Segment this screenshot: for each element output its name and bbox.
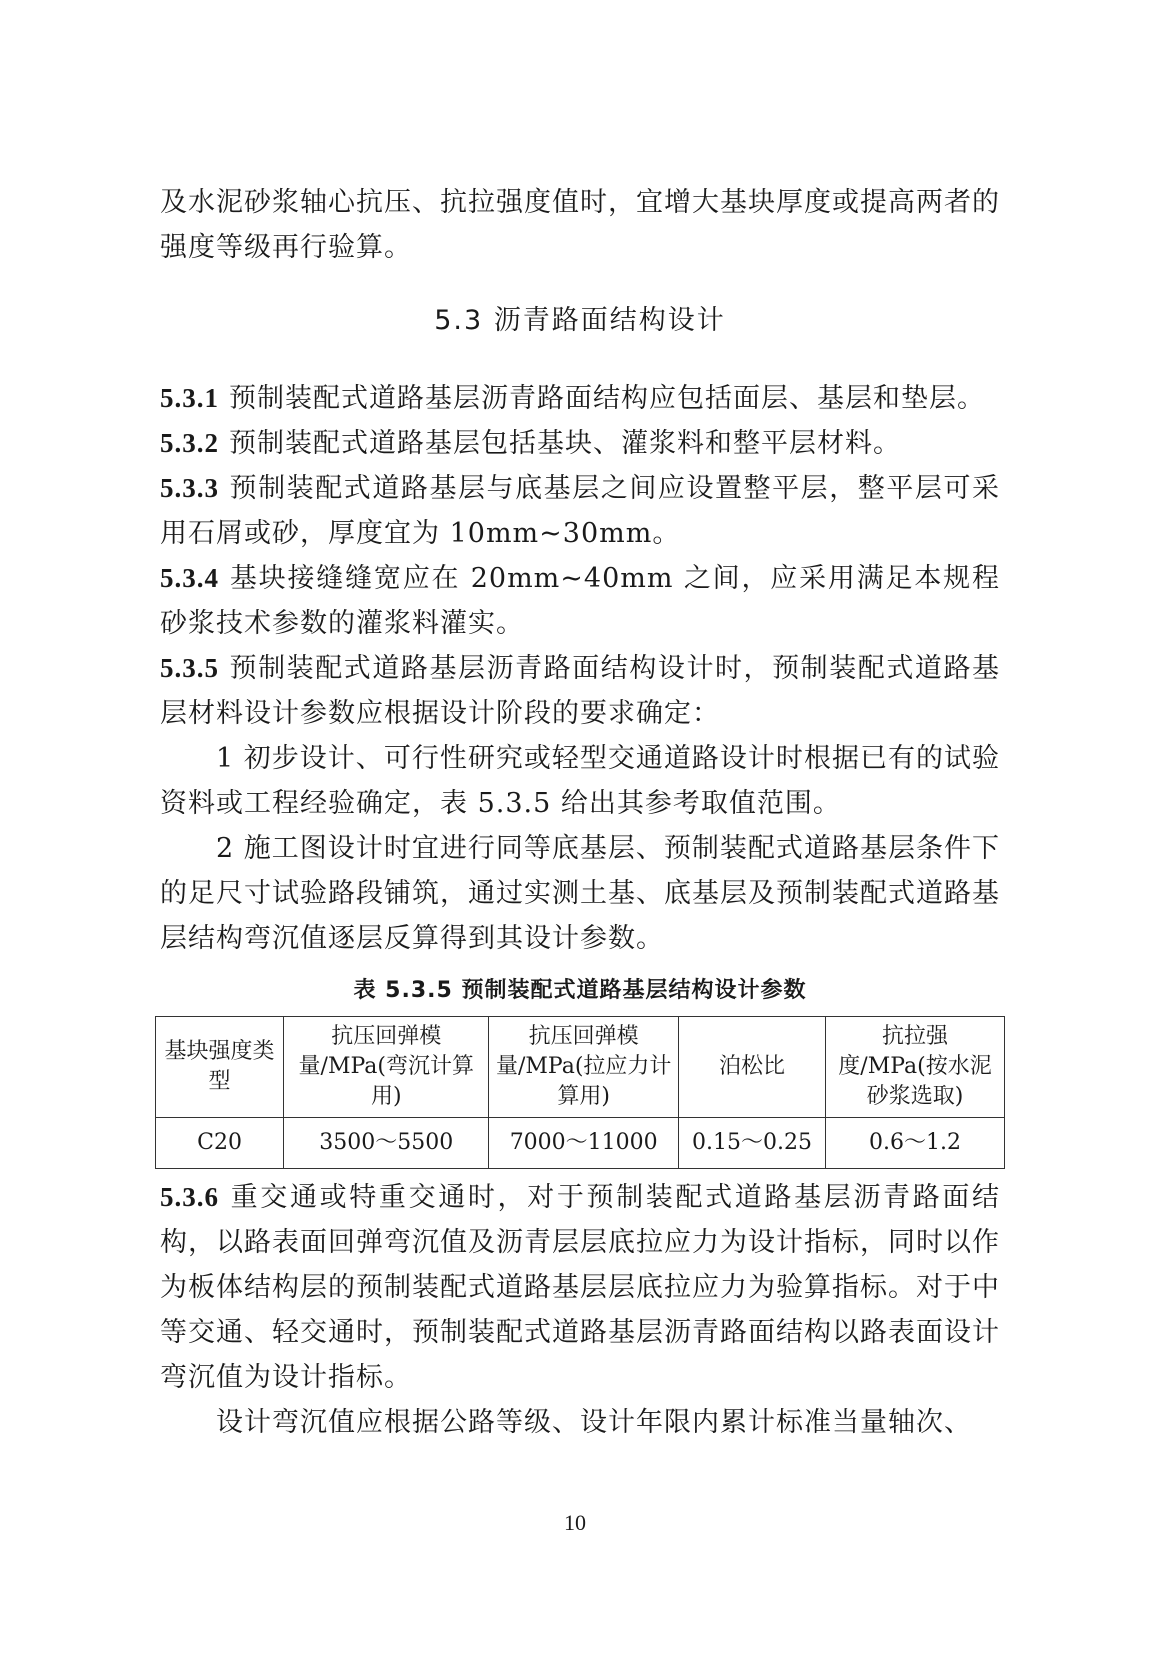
- table-cell: 7000～11000: [489, 1118, 678, 1169]
- clause-number: 5.3.4: [160, 563, 219, 593]
- table-title: 表 5.3.5 预制装配式道路基层结构设计参数: [353, 978, 807, 1003]
- table-header-row: [156, 1017, 1005, 1118]
- parameters-table: [155, 1016, 1005, 1169]
- clause-number: 5.3.2: [160, 428, 219, 458]
- section-heading: 5.3 沥青路面结构设计: [434, 305, 726, 336]
- page-number: 10: [564, 1510, 586, 1535]
- clause-number: 5.3.1: [160, 383, 219, 413]
- clause-number: 5.3.5: [160, 653, 219, 683]
- clause-text: 基块接缝缝宽应在 20mm~40mm 之间，应采用满足本规程砂浆技术参数的灌浆料灌实。: [160, 563, 1000, 639]
- intro-paragraph: 及水泥砂浆轴心抗压、抗拉强度值时，宜增大基块厚度或提高两者的强度等级再行验算。: [160, 187, 1000, 263]
- table-header-cell: 基块强度类型: [156, 1017, 284, 1118]
- clause-text: 预制装配式道路基层沥青路面结构设计时，预制装配式道路基层材料设计参数应根据设计阶段的要求确定：: [160, 653, 1000, 729]
- document-page: [160, 180, 1000, 1445]
- clause-5-3-5-item-1: 1 初步设计、可行性研究或轻型交通道路设计时根据已有的试验资料或工程经验确定，表 5.3.5 给出其参考取值范围。: [160, 743, 1000, 819]
- table-header-cell: 抗拉强度/MPa(按水泥砂浆选取): [826, 1017, 1005, 1118]
- clause-5-3-4: [160, 556, 1000, 646]
- table-cell: 0.6～1.2: [826, 1118, 1005, 1169]
- clause-5-3-3: [160, 466, 1000, 556]
- table-cell: 3500～5500: [284, 1118, 489, 1169]
- clause-text: 预制装配式道路基层与底基层之间应设置整平层，整平层可采用石屑或砂，厚度宜为 10mm~30mm。: [160, 473, 1000, 549]
- clause-5-3-5: [160, 646, 1000, 736]
- clause-number: 5.3.6: [160, 1182, 219, 1212]
- clause-text: 预制装配式道路基层沥青路面结构应包括面层、基层和垫层。: [229, 383, 985, 414]
- table-header-cell: 泊松比: [678, 1017, 825, 1118]
- table-header-cell: 抗压回弹模量/MPa(弯沉计算用): [284, 1017, 489, 1118]
- clause-text: 预制装配式道路基层包括基块、灌浆料和整平层材料。: [229, 428, 901, 459]
- table-row: [156, 1118, 1005, 1169]
- clause-5-3-1: [160, 376, 1000, 421]
- last-paragraph: 设计弯沉值应根据公路等级、设计年限内累计标准当量轴次、: [216, 1407, 972, 1438]
- clause-5-3-5-item-2: 2 施工图设计时宜进行同等底基层、预制装配式道路基层条件下的足尺寸试验路段铺筑，通过实测土基、底基层及预制装配式道路基层结构弯沉值逐层反算得到其设计参数。: [160, 833, 1000, 954]
- clause-text: 重交通或特重交通时，对于预制装配式道路基层沥青路面结构，以路表面回弹弯沉值及沥青层层底拉应力为设计指标，同时以作为板体结构层的预制装配式道路基层层底拉应力为验算指标。对于中等交通、轻交通时，预制装配式道路基层沥青路面结构以路表面设计弯沉值为设计指标。: [160, 1182, 1000, 1393]
- table-header-cell: 抗压回弹模量/MPa(拉应力计算用): [489, 1017, 678, 1118]
- clause-5-3-6: [160, 1175, 1000, 1400]
- clause-number: 5.3.3: [160, 473, 219, 503]
- table-cell: 0.15～0.25: [678, 1118, 825, 1169]
- clause-5-3-2: [160, 421, 1000, 466]
- table-cell: C20: [156, 1118, 284, 1169]
